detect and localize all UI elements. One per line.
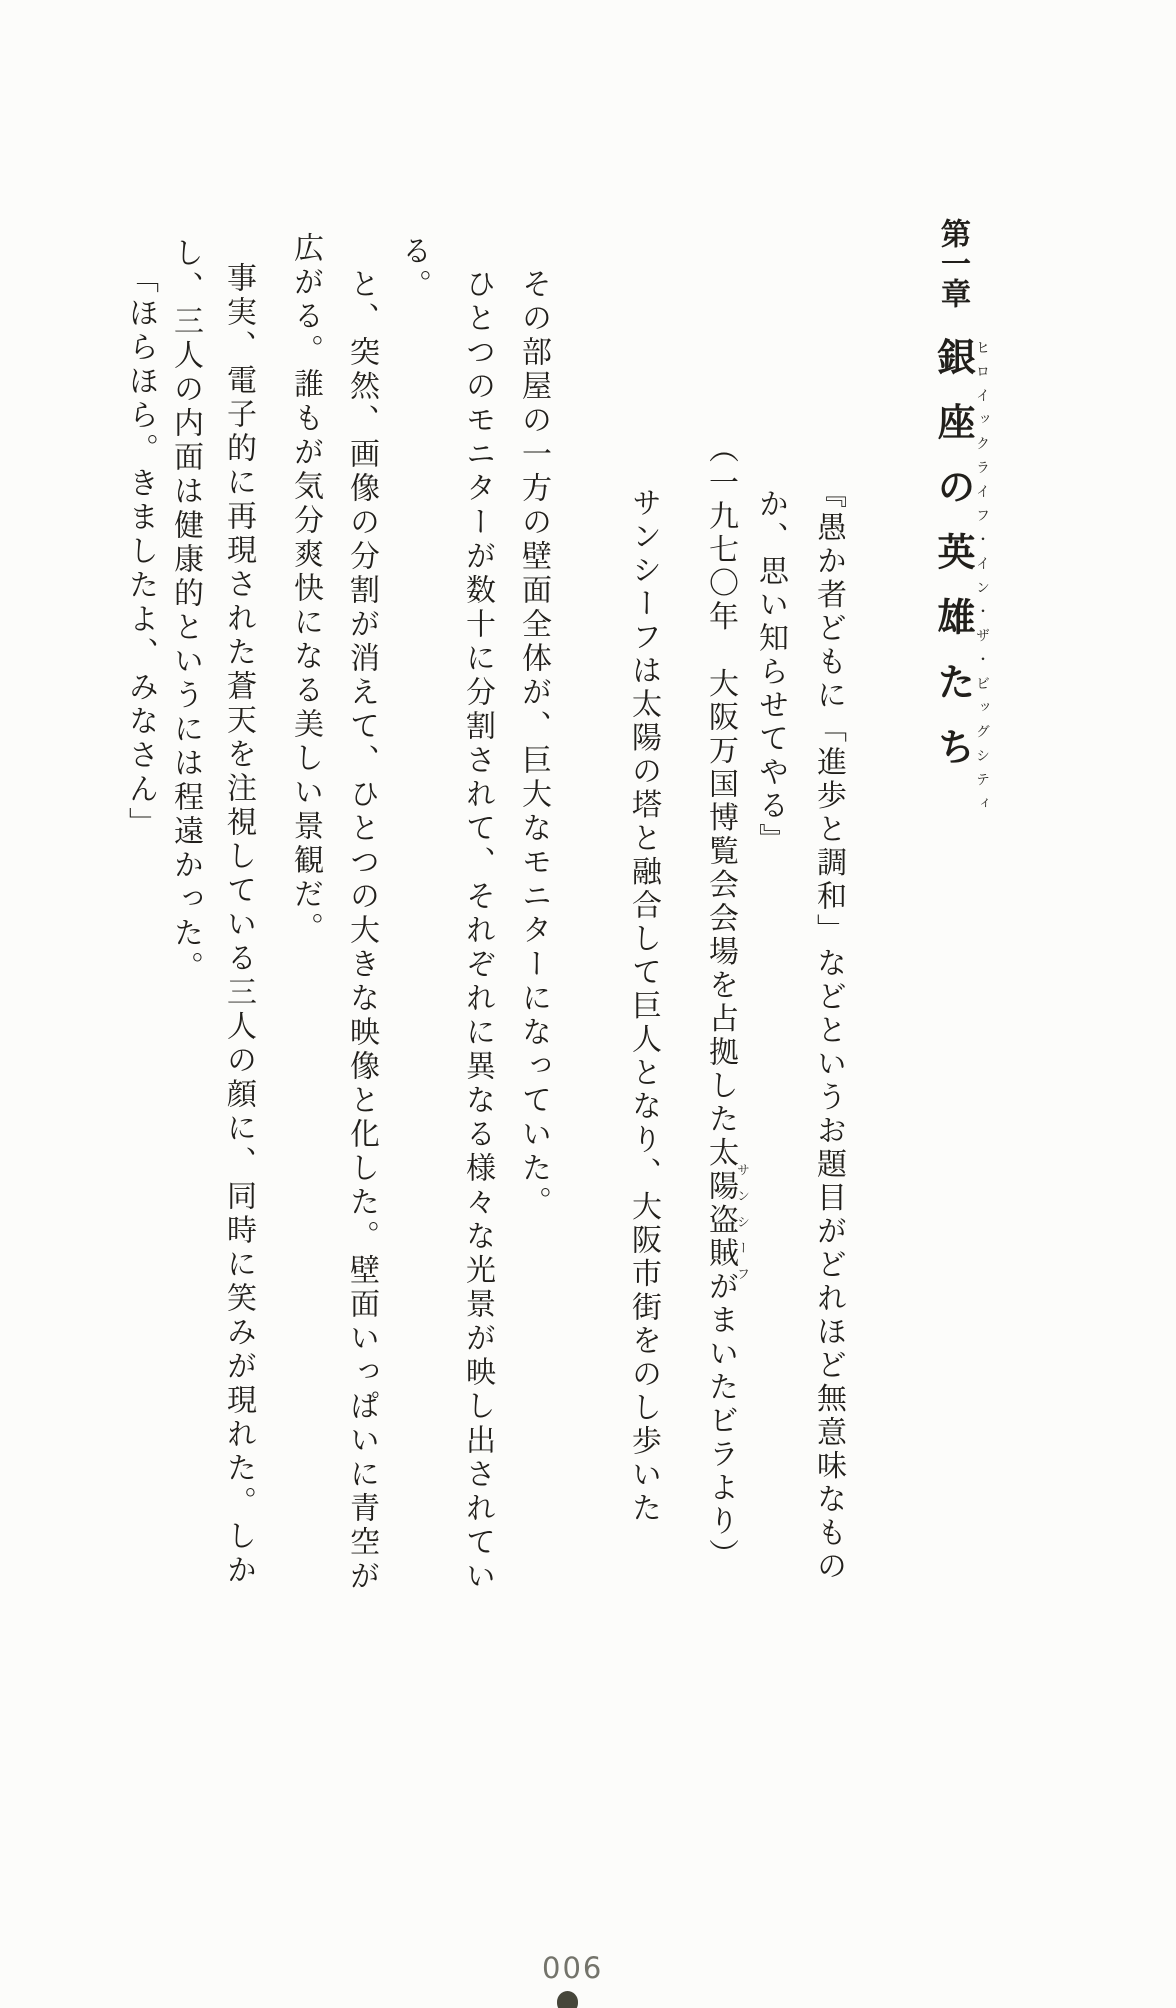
chapter-title-ruby: ヒロイックライフ・イン・ザ・ビッグシティ — [974, 340, 989, 820]
printer-mark — [557, 1991, 578, 2008]
body-line-3: る。 — [397, 235, 430, 303]
chapter-number: 第一章 — [936, 218, 969, 308]
page-number: 006 — [542, 1951, 604, 1985]
body-line-1: その部屋の一方の壁面全体が、巨大なモニターになっていた。 — [517, 268, 550, 1220]
epigraph-line-1: 『愚か者どもに「進歩と調和」などというお題目がどれほど無意味なもの — [812, 478, 845, 1584]
epigraph-ruby-sun-thief: サンシーフ — [735, 1163, 750, 1293]
chapter-title-text: 銀座の英雄たち — [931, 337, 973, 792]
body-line-2: ひとつのモニターが数十に分割されて、それぞれに異なる様々な光景が映し出されてい — [461, 268, 494, 1594]
chapter-title — [933, 218, 971, 792]
epigraph-line-2: か、思い知らせてやる』 — [754, 488, 787, 857]
body-line-8: 「ほらほら。きましたよ、みなさん」 — [124, 263, 157, 841]
body-line-6: 事実、電子的に再現された蒼天を注視している三人の顔に、同時に笑みが現れた。しか — [222, 262, 255, 1588]
body-line-7: し、三人の内面は健康的というには程遠かった。 — [169, 237, 202, 985]
epigraph-line-4: サンシーフは太陽の塔と融合して巨人となり、大阪市街をのし歩いた — [627, 487, 660, 1526]
epigraph-line-3: （一九七〇年 大阪万国博覧会会場を占拠した太陽盗賊がまいたビラより） — [704, 433, 737, 1572]
body-line-5: 広がる。誰もが気分爽快になる美しい景観だ。 — [289, 232, 322, 946]
body-line-4: と、突然、画像の分割が消えて、ひとつの大きな映像と化した。壁面いっぱいに青空が — [345, 268, 378, 1594]
